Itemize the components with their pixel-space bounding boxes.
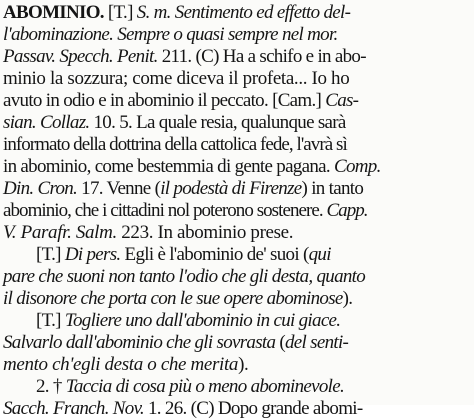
- text-run: (: [275, 332, 285, 353]
- text-run: Togliere uno dall'abominio in cui giace.: [64, 310, 341, 331]
- text-run: Comp.: [333, 156, 381, 177]
- text-run: il disonore che porta con le sue opere abominose: [3, 288, 343, 309]
- text-run: Passav. Specch. Penit.: [3, 46, 158, 67]
- entry-line-1: [3, 2, 350, 24]
- text-run: 2. †: [36, 376, 66, 397]
- text-run: [T.]: [103, 2, 137, 23]
- entry-line-4: [3, 68, 349, 90]
- text-run: S. m. Sentimento ed effetto del-: [136, 2, 351, 23]
- text-run: 223. In abominio prese.: [116, 222, 294, 243]
- entry-line-5: [3, 90, 358, 112]
- text-run: in abominio, come bestemmia di gente pagana.: [3, 156, 334, 177]
- entry-line-8: [3, 156, 381, 178]
- text-run: ) in tanto: [301, 178, 364, 199]
- entry-line-7: [3, 134, 347, 156]
- text-run: 1. 26. (C) Dopo grande abomi-: [143, 398, 363, 419]
- text-run: Din. Cron.: [3, 178, 78, 199]
- text-run: 10. 5. La quale resia, qualunque sarà: [89, 112, 346, 133]
- text-run: Di pers.: [64, 244, 121, 265]
- entry-line-14: [3, 288, 352, 310]
- text-run: il podestà di Firenze: [160, 178, 302, 199]
- text-run: Egli è l'abominio de' suoi (: [120, 244, 309, 265]
- entry-line-10: [3, 200, 368, 222]
- text-run: Taccia di cosa più o meno abominevole.: [65, 376, 345, 397]
- entry-line-6: [3, 112, 346, 134]
- entry-line-17: [3, 354, 248, 376]
- text-run: ABOMINIO.: [3, 2, 104, 23]
- text-run: pare che suoni non tanto l'odio che gli desta, quanto: [3, 266, 366, 287]
- entry-line-3: [3, 46, 366, 68]
- text-run: Cas-: [325, 90, 359, 111]
- entry-line-15: [36, 310, 340, 332]
- text-run: [T.]: [36, 244, 65, 265]
- text-run: minio la sozzura; come diceva il profeta... Io ho: [3, 68, 350, 89]
- text-run: l'abominazione. Sempre o quasi sempre nel mor.: [3, 24, 338, 45]
- text-run: abominio, che i cittadini nol poterono sostenere.: [3, 200, 327, 221]
- text-run: informato della dottrina della cattolica fede, l'avrà sì: [3, 134, 347, 155]
- entry-line-12: [36, 244, 331, 266]
- entry-line-11: [3, 222, 293, 244]
- text-run: Salvarlo dall'abominio che gli sovrasta: [3, 332, 276, 353]
- text-run: 17. Venne (: [77, 178, 161, 199]
- text-run: sian. Collaz.: [3, 112, 90, 133]
- text-run: avuto in odio e in abominio il peccato. [Cam.]: [3, 90, 326, 111]
- text-run: del senti-: [285, 332, 349, 353]
- entry-line-16: [3, 332, 348, 354]
- entry-line-19: [3, 398, 363, 420]
- entry-line-9: [3, 178, 363, 200]
- text-run: ).: [342, 288, 353, 309]
- entry-line-2: [3, 24, 338, 46]
- text-run: Capp.: [326, 200, 368, 221]
- entry-line-13: [3, 266, 365, 288]
- entry-line-18: [36, 376, 344, 398]
- text-run: ).: [238, 354, 249, 375]
- text-run: V. Parafr. Salm.: [3, 222, 117, 243]
- text-run: qui: [308, 244, 331, 265]
- text-run: [T.]: [36, 310, 65, 331]
- text-run: 211. (C) Ha a schifo e in abo-: [157, 46, 366, 67]
- text-run: mento ch'egli desta o che merita: [3, 354, 239, 375]
- text-run: Sacch. Franch. Nov.: [3, 398, 144, 419]
